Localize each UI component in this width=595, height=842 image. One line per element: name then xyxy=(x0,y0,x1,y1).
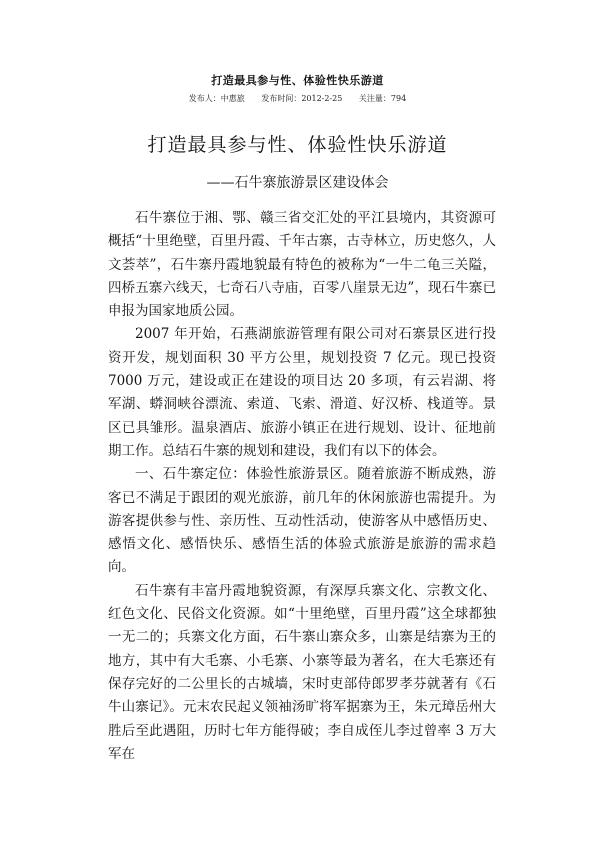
paragraph: 一、石牛寨定位：体验性旅游景区。随着旅游不断成熟，游客已不满足于跟团的观光旅游，前几年的休闲旅游也需提升。为游客提供参与性、亲历性、互动性活动，使游客从中感悟历史、感悟文化、感悟快乐、感悟生活的体验式旅游是旅游的需求趋向。 xyxy=(108,466,496,576)
article-body xyxy=(108,207,496,766)
paragraph: 石牛寨有丰富丹霞地貌资源，有深厚兵寨文化、宗教文化、红色文化、民俗文化资源。如“十里绝壁，百里丹霞”这全球都独一无二的；兵寨文化方面，石牛寨山寨众多，山寨是结寨为王的地方，其中有大毛寨、小毛寨、小寨等最为著名，在大毛寨还有保存完好的二公里长的古城墙，宋时吏部侍郎罗孝芬就著有《石牛山寨记》。元末农民起义领袖汤旷将军据寨为王，朱元璋岳州大胜后至此遇阻，历时七年方能得破；李自成侄儿李过曾率 3 万大军在 xyxy=(108,582,496,762)
paragraph: 2007 年开始，石燕湖旅游管理有限公司对石寨景区进行投资开发，规划面积 30 平方公里，规划投资 7 亿元。现已投资 7000 万元，建设或正在建设的项目达 20 多项，有云岩湖、将军湖、蟒洞峡谷漂流、索道、飞索、滑道、好汉桥、栈道等。景区已具雏形。温泉酒店、旅游小镇正在进行规划、设计、征地前期工作。总结石牛寨的规划和建设，我们有以下的体会。 xyxy=(108,326,496,459)
paragraph: 石牛寨位于湘、鄂、赣三省交汇处的平江县境内，其资源可概括“十里绝壁，百里丹霞、千年古寨，古寺林立，历史悠久，人文荟萃”，石牛寨丹霞地貌最有特色的被称为“一牛二龟三关隘，四桥五寨六线天，七奇石八寺庙，百零八崖景无边”，现石牛寨已申报为国家地质公园。 xyxy=(108,210,496,320)
attention-count-text: 关注量：794 xyxy=(358,94,407,103)
article-title: 打造最具参与性、体验性快乐游道 xyxy=(147,134,448,156)
header-title: 打造最具参与性、体验性快乐游道 xyxy=(211,74,384,87)
publish-time-text: 发布时间：2012-2-25 xyxy=(261,94,343,103)
header-meta xyxy=(0,93,595,104)
publisher-text: 发布人：中惠旅 xyxy=(188,94,245,103)
article-subtitle: ——石牛寨旅游景区建设体会 xyxy=(206,175,389,191)
